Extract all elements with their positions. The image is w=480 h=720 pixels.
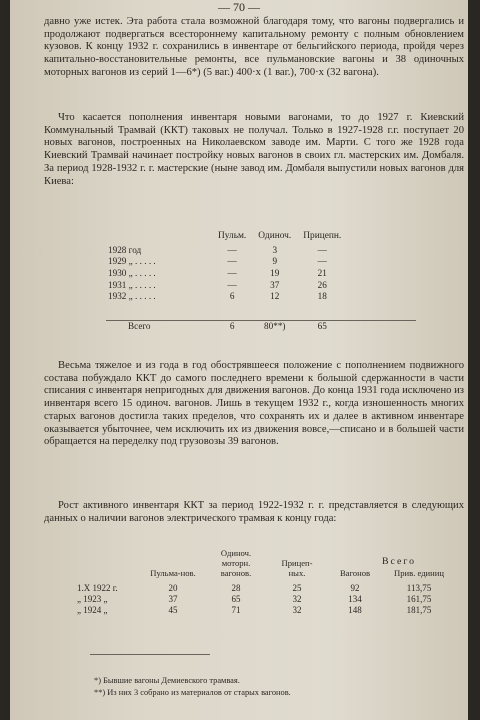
table-cell: 19 <box>270 267 280 278</box>
row-label: 1930 „ . . . . . <box>108 267 156 278</box>
table-cell: 9 <box>272 256 278 267</box>
total-label: Всего <box>128 320 151 331</box>
table-cell: 28 <box>231 582 241 593</box>
page-number: — 70 — <box>218 0 260 14</box>
table-cell: — <box>227 279 237 290</box>
table-cell: 26 <box>317 279 327 290</box>
footnote-divider <box>90 654 210 655</box>
col-header-single: Одиноч. <box>258 231 292 241</box>
row-label: „ 1923 „ <box>77 593 108 604</box>
table-cell: 181,75 <box>406 604 432 615</box>
total-row <box>80 302 347 332</box>
totals-group-label: Всего <box>382 556 417 567</box>
table-cell: 45 <box>168 604 178 615</box>
footnote-1: *) Бывшие вагоны Демиевского трамвая. <box>94 676 240 685</box>
col-header-units: Прив. единиц <box>394 568 444 578</box>
row-label: 1932 „ . . . . . <box>108 291 156 302</box>
table-cell: 18 <box>317 291 327 302</box>
table-cell: — <box>227 267 237 278</box>
table-row <box>80 256 347 268</box>
col-header-pullman: Пульма-нов. <box>150 568 196 578</box>
cars-built-table <box>80 228 347 332</box>
table-cell: 148 <box>348 604 362 615</box>
col-header-trailer: Прицеп-ных. <box>281 558 313 578</box>
table-cell: 37 <box>270 279 280 290</box>
table-cell: — <box>227 244 237 255</box>
total-cell: 6 <box>229 320 235 331</box>
table-divider <box>106 320 416 321</box>
total-cell: 65 <box>317 320 327 331</box>
col-header-cars-total: Вагонов <box>339 568 371 578</box>
paragraph-3: Весьма тяжелое и из года в год обострявшееся положение с пополнением подвижного состава побуждало ККТ до самого последнего времени к большой сдержанности в части списания с инвентаря непригодных для движения вагонов. До конца 1931 года исключено из инвентаря всего 15 одиноч. вагонов. Лишь в текущем 1932 г., когда изношенность многих старых вагонов достигла таких пределов, что сохранять их и далее в активном инвентаре оказывается убыточнее, чем исключить их из движения вовсе,—списано и в большей части обращается на переделку под грузовозы 39 вагонов. <box>44 360 464 448</box>
table-cell: 21 <box>317 267 327 278</box>
table-cell: 37 <box>168 593 178 604</box>
table-row <box>80 290 347 302</box>
table-row <box>72 593 452 604</box>
document-page <box>10 0 468 720</box>
table-cell: 25 <box>292 582 302 593</box>
table-cell: 161,75 <box>406 593 432 604</box>
row-label: 1931 „ . . . . . <box>108 279 156 290</box>
row-label: 1929 „ . . . . . <box>108 256 156 267</box>
table-row <box>72 582 452 593</box>
cars-built-header-row <box>80 228 347 244</box>
paragraph-4: Рост активного инвентаря ККТ за период 1922-1932 г. г. представляется в следующих данных о наличии вагонов электрического трамвая к концу года: <box>44 500 464 524</box>
total-cell: 80**) <box>264 320 286 331</box>
table-cell: 92 <box>350 582 360 593</box>
row-label: 1.X 1922 г. <box>77 582 118 593</box>
table-cell: 65 <box>231 593 241 604</box>
cars-built-header-blank <box>80 228 212 244</box>
table-cell: 3 <box>272 244 278 255</box>
row-label: „ 1924 „ <box>77 604 108 615</box>
inventory-header-blank <box>72 548 144 582</box>
col-header-pullman: Пульм. <box>218 231 247 241</box>
paragraph-1: давно уже истек. Эта работа стала возможной благодаря тому, что вагоны подвергались и продолжают подвергаться всестороннему капитальному ремонту с полным обновлением кузовов. К концу 1932 г. сохранились в инвентаре от бельгийского периода, пройдя через капитально-восстановительные ремонты, все пульмановские вагоны и 38 одиночных моторных вагонов из серий 1—6*) (5 ваг.) 400·х (1 ваг.), 700·х (32 вагона). <box>44 16 464 78</box>
table-cell: 32 <box>292 593 302 604</box>
footnote-2: **) Из них 3 собрано из материалов от старых вагонов. <box>94 688 291 697</box>
table-row <box>80 267 347 279</box>
table-row <box>80 244 347 256</box>
table-cell: 32 <box>292 604 302 615</box>
col-header-trailer: Прицепн. <box>303 231 342 241</box>
table-cell: 71 <box>231 604 241 615</box>
paragraph-2: Что касается пополнения инвентаря новыми вагонами, то до 1927 г. Киевский Коммунальный Трамвай (ККТ) таковых не получал. Только в 1927-1928 г.г. поступает 20 новых вагонов, построенных на Николаевском заводе им. Марти. С того же 1928 года Киевский Трамвай начинает постройку новых вагонов в своих гл. мастерских им. Домбаля. За период 1928-1932 г. г. мастерские (ныне завод им. Домбаля выпустили новых вагонов для Киева: <box>44 112 464 187</box>
table-cell: — <box>227 256 237 267</box>
table-cell: 113,75 <box>406 582 432 593</box>
table-cell: — <box>317 256 327 267</box>
inventory-header-row <box>72 548 452 582</box>
row-label: 1928 год <box>108 244 142 255</box>
table-cell: — <box>317 244 327 255</box>
table-row <box>72 604 452 615</box>
table-cell: 6 <box>229 291 235 302</box>
table-cell: 20 <box>168 582 178 593</box>
col-header-single-motor: Одиноч. моторн. вагонов. <box>220 548 252 578</box>
table-row <box>80 279 347 291</box>
table-cell: 134 <box>348 593 362 604</box>
table-cell: 12 <box>270 291 280 302</box>
inventory-growth-table <box>72 548 452 615</box>
